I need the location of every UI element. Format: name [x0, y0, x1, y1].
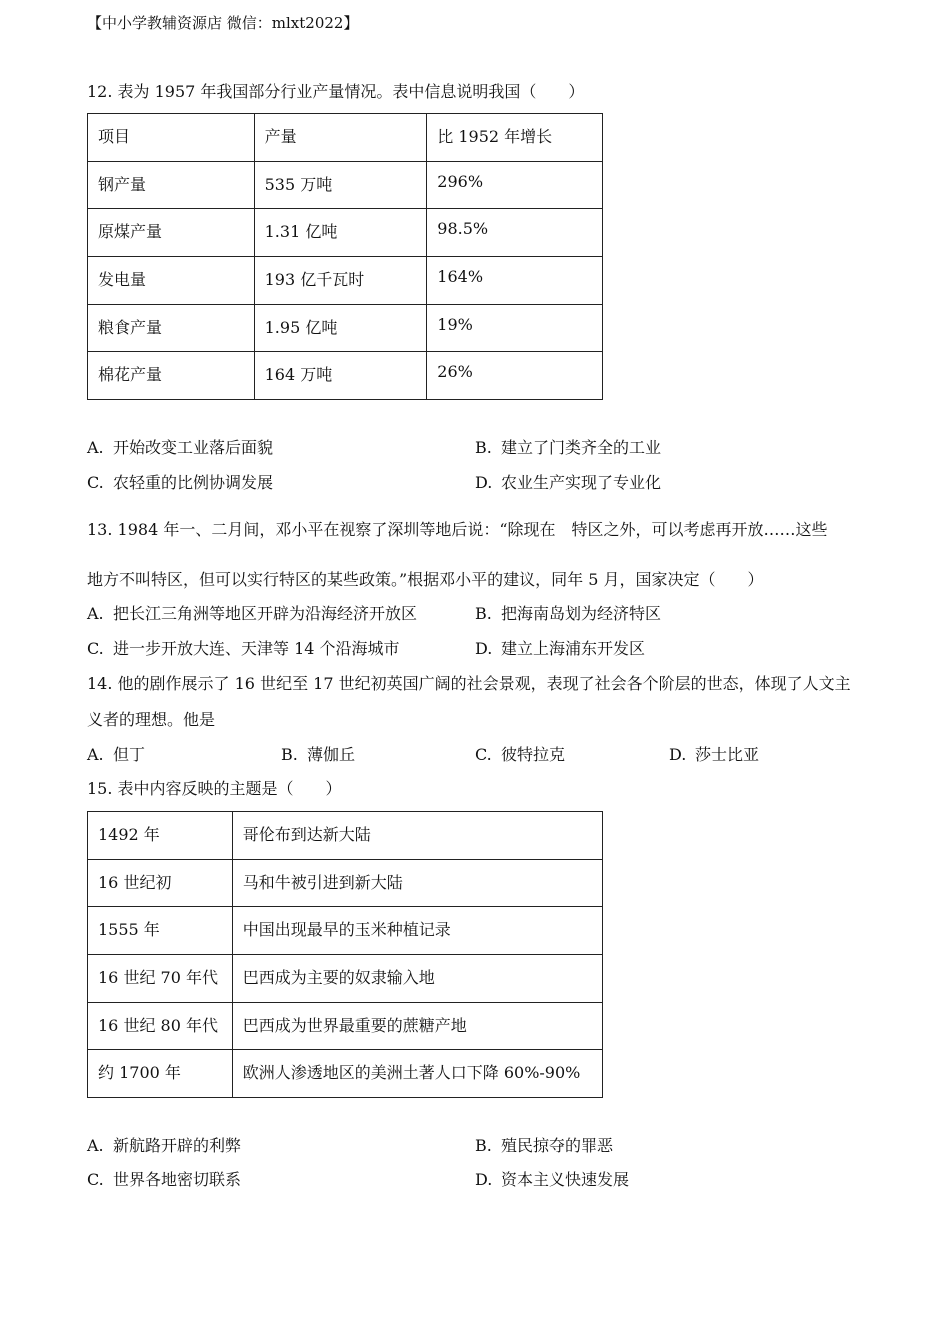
q13-option-b	[475, 603, 661, 625]
table-row	[88, 209, 603, 257]
q12-option-b	[475, 437, 661, 459]
table-cell: 棉花产量	[88, 352, 255, 400]
table-cell: 164%	[427, 257, 603, 305]
table-cell: 98.5%	[427, 209, 603, 257]
table-cell: 296%	[427, 161, 603, 209]
table-cell: 马和牛被引进到新大陆	[232, 859, 602, 907]
option-letter: A.	[87, 438, 104, 457]
table-cell: 原煤产量	[88, 209, 255, 257]
option-text: 建立了门类齐全的工业	[501, 438, 662, 457]
option-letter: B.	[475, 438, 492, 457]
q15-option-a	[87, 1135, 241, 1157]
option-letter: C.	[87, 639, 104, 658]
q12-table	[87, 113, 603, 400]
q12-option-c	[87, 472, 273, 494]
option-letter: A.	[87, 1136, 104, 1155]
table-cell: 16 世纪初	[88, 859, 233, 907]
option-text: 但丁	[113, 745, 146, 764]
table-row	[88, 352, 603, 400]
page-header-note: 【中小学教辅资源店 微信：mlxt2022】	[87, 14, 359, 32]
q14-stem-line2: 义者的理想。他是	[87, 710, 216, 729]
table-row	[88, 812, 603, 860]
table-cell: 193 亿千瓦时	[254, 257, 427, 305]
table-header-cell: 产量	[254, 114, 427, 162]
table-row	[88, 907, 603, 955]
q13-option-d	[475, 638, 645, 660]
option-letter: A.	[87, 745, 104, 764]
table-cell: 19%	[427, 304, 603, 352]
table-row	[88, 859, 603, 907]
q13-option-c	[87, 638, 400, 660]
table-cell: 1492 年	[88, 812, 233, 860]
table-row	[88, 1002, 603, 1050]
option-text: 农业生产实现了专业化	[501, 473, 662, 492]
option-letter: D.	[475, 639, 493, 658]
table-cell: 中国出现最早的玉米种植记录	[232, 907, 602, 955]
option-text: 薄伽丘	[307, 745, 356, 764]
table-cell: 26%	[427, 352, 603, 400]
table-row	[88, 161, 603, 209]
table-cell: 1.31 亿吨	[254, 209, 427, 257]
q14-option-c	[475, 744, 565, 766]
option-text: 新航路开辟的利弊	[113, 1136, 242, 1155]
table-row	[88, 1050, 603, 1098]
option-letter: D.	[669, 745, 687, 764]
q15-option-c	[87, 1169, 241, 1191]
table-cell: 1.95 亿吨	[254, 304, 427, 352]
q13-stem-line2: 地方不叫特区，但可以实行特区的某些政策。”根据邓小平的建议，同年 5 月，国家决定（ ）	[87, 570, 764, 589]
q13-option-a	[87, 603, 417, 625]
q15-table	[87, 811, 603, 1098]
option-letter: C.	[87, 473, 104, 492]
table-row	[88, 304, 603, 352]
table-header-cell: 比 1952 年增长	[427, 114, 603, 162]
table-cell: 约 1700 年	[88, 1050, 233, 1098]
option-letter: B.	[475, 604, 492, 623]
option-letter: C.	[87, 1170, 104, 1189]
option-letter: D.	[475, 1170, 493, 1189]
option-text: 把长江三角洲等地区开辟为沿海经济开放区	[113, 604, 418, 623]
table-header-cell: 项目	[88, 114, 255, 162]
q15-option-b	[475, 1135, 613, 1157]
option-text: 莎士比亚	[695, 745, 760, 764]
table-row	[88, 955, 603, 1003]
option-text: 开始改变工业落后面貌	[113, 438, 274, 457]
option-text: 资本主义快速发展	[501, 1170, 630, 1189]
option-letter: B.	[281, 745, 298, 764]
option-text: 进一步开放大连、天津等 14 个沿海城市	[113, 639, 400, 658]
table-cell: 钢产量	[88, 161, 255, 209]
table-cell: 巴西成为主要的奴隶输入地	[232, 955, 602, 1003]
option-text: 世界各地密切联系	[113, 1170, 242, 1189]
table-row	[88, 257, 603, 305]
table-cell: 发电量	[88, 257, 255, 305]
table-cell: 哥伦布到达新大陆	[232, 812, 602, 860]
table-cell: 535 万吨	[254, 161, 427, 209]
option-letter: D.	[475, 473, 493, 492]
q12-option-d	[475, 472, 661, 494]
q13-stem-line1: 13. 1984 年一、二月间，邓小平在视察了深圳等地后说：“除现在 特区之外，可以考虑再开放……这些	[87, 520, 828, 539]
q15-option-d	[475, 1169, 629, 1191]
q14-stem-line1: 14. 他的剧作展示了 16 世纪至 17 世纪初英国广阔的社会景观，表现了社会各个阶层的世态，体现了人文主	[87, 674, 851, 693]
table-cell: 1555 年	[88, 907, 233, 955]
table-cell: 164 万吨	[254, 352, 427, 400]
table-cell: 欧洲人渗透地区的美洲土著人口下降 60%-90%	[232, 1050, 602, 1098]
q15-stem: 15. 表中内容反映的主题是（ ）	[87, 779, 342, 798]
table-cell: 16 世纪 80 年代	[88, 1002, 233, 1050]
option-letter: B.	[475, 1136, 492, 1155]
option-text: 农轻重的比例协调发展	[113, 473, 274, 492]
table-cell: 16 世纪 70 年代	[88, 955, 233, 1003]
q12-option-a	[87, 437, 273, 459]
option-text: 殖民掠夺的罪恶	[501, 1136, 614, 1155]
option-letter: C.	[475, 745, 492, 764]
q14-option-a	[87, 744, 145, 766]
option-text: 彼特拉克	[501, 745, 566, 764]
q14-option-b	[281, 744, 355, 766]
table-cell: 巴西成为世界最重要的蔗糖产地	[232, 1002, 602, 1050]
option-text: 把海南岛划为经济特区	[501, 604, 662, 623]
table-header-row	[88, 114, 603, 162]
q14-option-d	[669, 744, 759, 766]
q12-stem: 12. 表为 1957 年我国部分行业产量情况。表中信息说明我国（ ）	[87, 82, 585, 101]
table-cell: 粮食产量	[88, 304, 255, 352]
option-letter: A.	[87, 604, 104, 623]
option-text: 建立上海浦东开发区	[501, 639, 646, 658]
